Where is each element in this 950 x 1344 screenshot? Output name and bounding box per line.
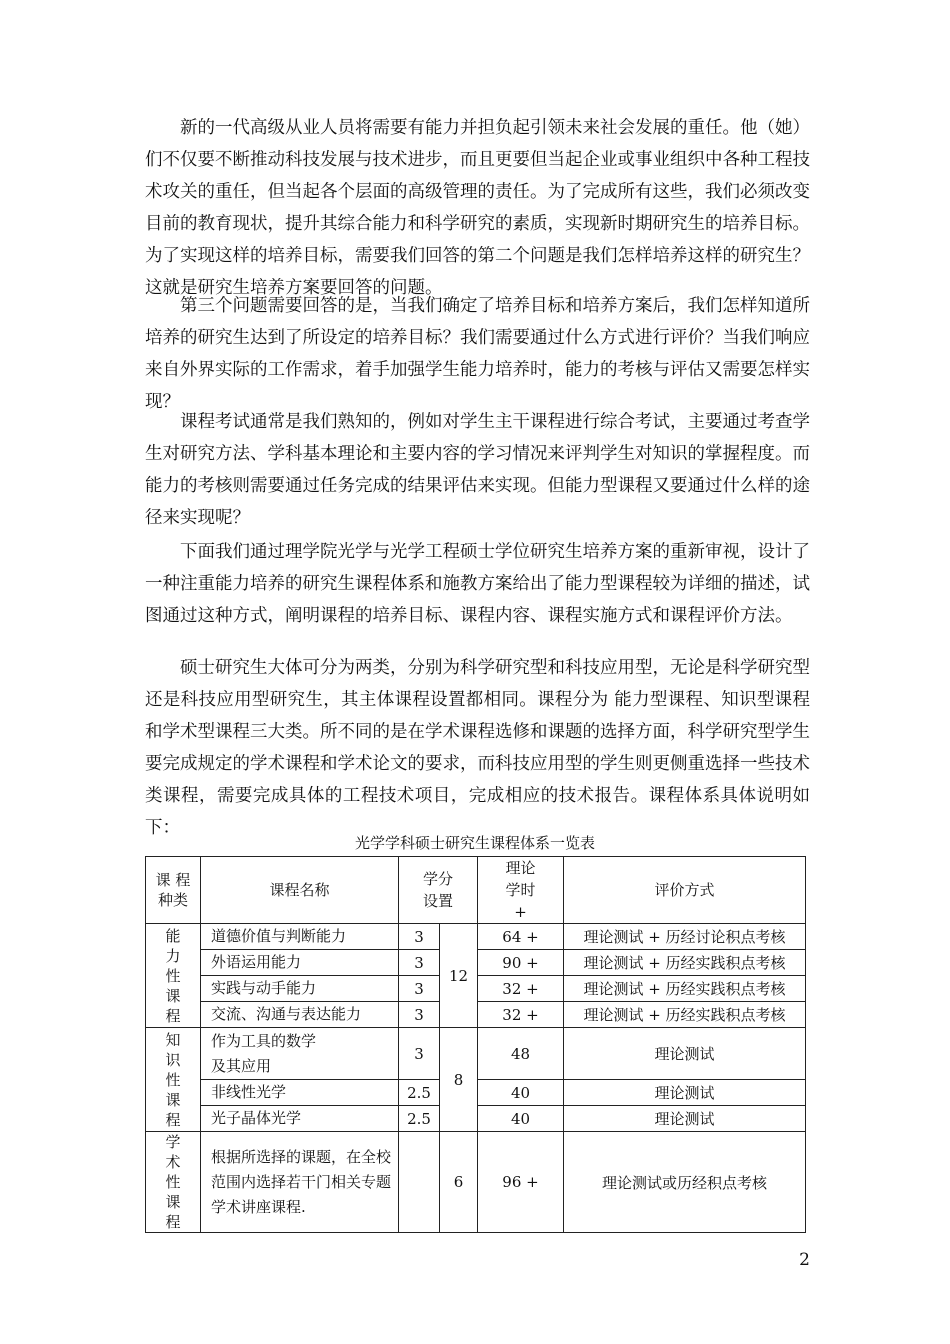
course-name: 实践与动手能力 bbox=[201, 976, 399, 1002]
paragraph: 下面我们通过理学院光学与光学工程硕士学位研究生培养方案的重新审视，设计了一种注重能力培养的研究生课程体系和施教方案给出了能力型课程较为详细的描述，试图通过这种方式，阐明课程的培养目标、课程内容、课程实施方式和课程评价方法。 bbox=[145, 542, 810, 626]
course-credit: 2.5 bbox=[399, 1080, 440, 1106]
course-eval: 理论测试 + 历经实践积点考核 bbox=[564, 950, 806, 976]
header-credits: 学分 设置 bbox=[399, 857, 478, 924]
course-name: 作为工具的数学 及其应用 bbox=[201, 1028, 399, 1080]
table-caption: 光学学科硕士研究生课程体系一览表 bbox=[354, 834, 595, 852]
course-credit: 3 bbox=[399, 924, 440, 950]
course-eval: 理论测试 bbox=[564, 1106, 806, 1132]
category-cell: 能力性课程 bbox=[146, 924, 201, 1028]
paragraph: 硕士研究生大体可分为两类，分别为科学研究型和科技应用型，无论是科学研究型还是科技应用型研究生，其主体课程设置都相同。课程分为 能力型课程、知识型课程和学术型课程三大类。所不同的是在学术课程选修和课题的选择方面，科学研究型学生要完成规定的学术课程和学术论文的要求，而科技应用型的学生则更侧重选择一些技术类课程，需要完成具体的工程技术项目，完成相应的技术报告。课程体系具体说明如下： bbox=[145, 658, 810, 838]
course-eval: 理论测试 + 历经实践积点考核 bbox=[564, 976, 806, 1002]
course-hours: 90 + bbox=[478, 950, 564, 976]
paragraph: 新的一代高级从业人员将需要有能力并担负起引领未来社会发展的重任。他（她）们不仅要不断推动科技发展与技术进步，而且更要但当起企业或事业组织中各种工程技术攻关的重任，但当起各个层面的高级管理的责任。为了完成所有这些，我们必须改变目前的教育现状，提升其综合能力和科学研究的素质，实现新时期研究生的培养目标。为了实现这样的培养目标，需要我们回答的第二个问题是我们怎样培养这样的研究生？ 这就是研究生培养方案要回答的问题。 bbox=[145, 118, 810, 298]
paragraph: 课程考试通常是我们熟知的，例如对学生主干课程进行综合考试，主要通过考查学生对研究方法、学科基本理论和主要内容的学习情况来评判学生对知识的掌握程度。而能力的考核则需要通过任务完成的结果评估来实现。但能力型课程又要通过什么样的途径来实现呢？ bbox=[145, 412, 810, 528]
course-name: 光子晶体光学 bbox=[201, 1106, 399, 1132]
course-credit bbox=[399, 1132, 440, 1233]
course-hours: 40 bbox=[478, 1106, 564, 1132]
group-credit-total: 8 bbox=[440, 1028, 478, 1132]
course-credit: 3 bbox=[399, 1028, 440, 1080]
course-eval: 理论测试 bbox=[564, 1080, 806, 1106]
paragraph: 第三个问题需要回答的是，当我们确定了培养目标和培养方案后，我们怎样知道所培养的研究生达到了所设定的培养目标？我们需要通过什么方式进行评价？当我们响应来自外界实际的工作需求，着手加强学生能力培养时，能力的考核与评估又需要怎样实现？ bbox=[145, 296, 810, 412]
course-name: 交流、沟通与表达能力 bbox=[201, 1002, 399, 1028]
course-table bbox=[145, 856, 806, 1233]
course-hours: 64 + bbox=[478, 924, 564, 950]
course-credit: 2.5 bbox=[399, 1106, 440, 1132]
category-cell: 学术性课程 bbox=[146, 1132, 201, 1233]
table-row bbox=[146, 924, 806, 950]
table-header-row bbox=[146, 857, 806, 924]
header-category: 课 程 种类 bbox=[146, 857, 201, 924]
course-name: 道德价值与判断能力 bbox=[201, 924, 399, 950]
course-eval: 理论测试或历经积点考核 bbox=[564, 1132, 806, 1233]
course-name: 根据所选择的课题，在全校范围内选择若干门相关专题学术讲座课程. bbox=[201, 1132, 399, 1233]
course-hours: 40 bbox=[478, 1080, 564, 1106]
category-cell: 知识性课程 bbox=[146, 1028, 201, 1132]
course-hours: 48 bbox=[478, 1028, 564, 1080]
course-name: 外语运用能力 bbox=[201, 950, 399, 976]
header-name: 课程名称 bbox=[201, 857, 399, 924]
page-number: 2 bbox=[799, 1250, 810, 1270]
course-credit: 3 bbox=[399, 976, 440, 1002]
course-credit: 3 bbox=[399, 1002, 440, 1028]
course-hours: 32 + bbox=[478, 976, 564, 1002]
course-hours: 32 + bbox=[478, 1002, 564, 1028]
group-credit-total: 6 bbox=[440, 1132, 478, 1233]
course-credit: 3 bbox=[399, 950, 440, 976]
table-row bbox=[146, 1028, 806, 1080]
header-hours: 理论 学时 + bbox=[478, 857, 564, 924]
course-eval: 理论测试 bbox=[564, 1028, 806, 1080]
course-eval: 理论测试 + 历经实践积点考核 bbox=[564, 1002, 806, 1028]
course-eval: 理论测试 + 历经讨论积点考核 bbox=[564, 924, 806, 950]
header-eval: 评价方式 bbox=[564, 857, 806, 924]
table-row bbox=[146, 1132, 806, 1233]
course-name: 非线性光学 bbox=[201, 1080, 399, 1106]
course-hours: 96 + bbox=[478, 1132, 564, 1233]
group-credit-total: 12 bbox=[440, 924, 478, 1028]
